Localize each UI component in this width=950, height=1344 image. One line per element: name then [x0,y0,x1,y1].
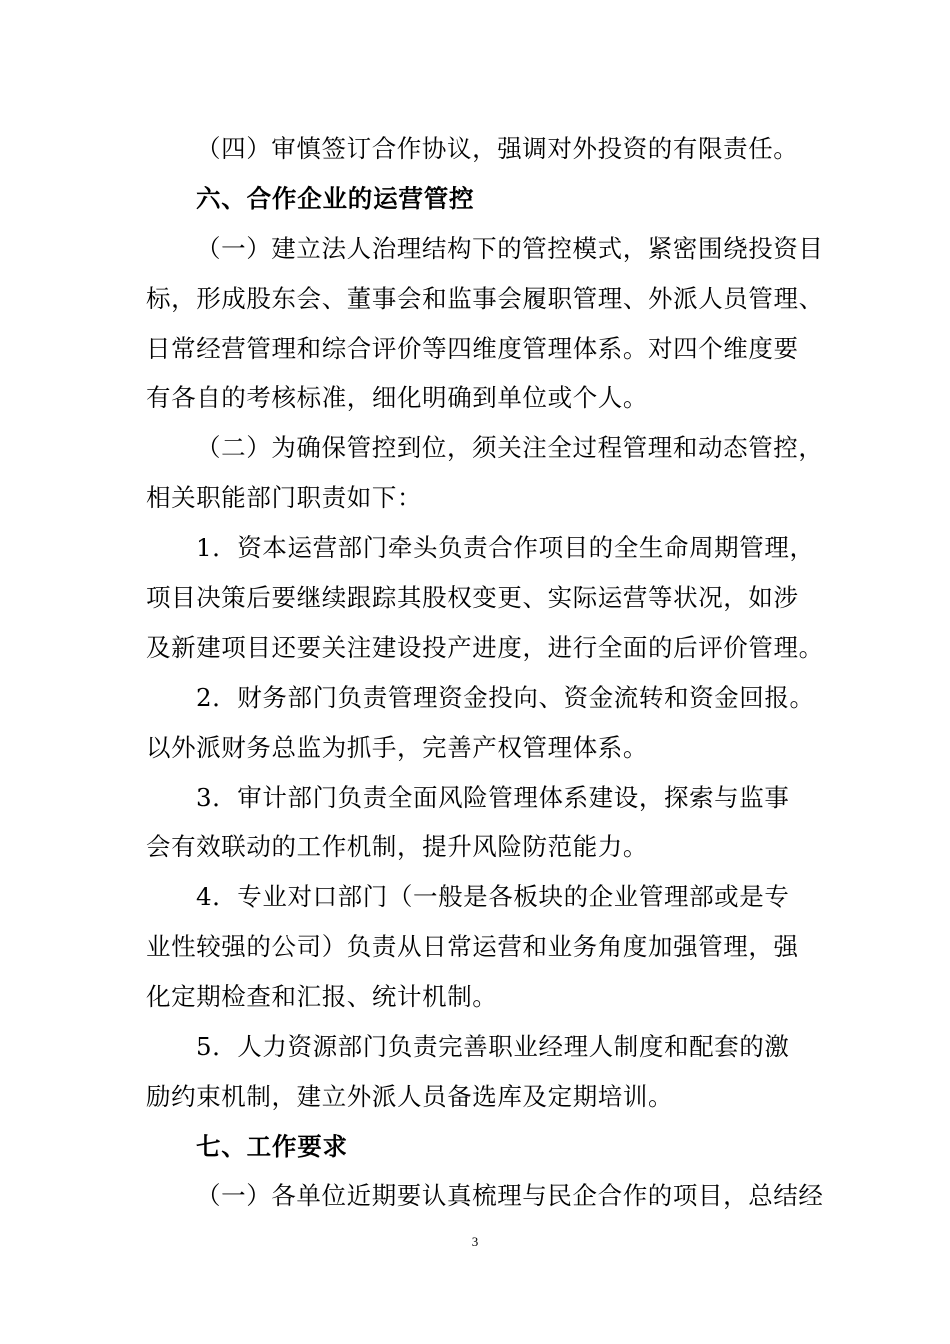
paragraph-line: 有各自的考核标准，细化明确到单位或个人。 [146,383,648,412]
paragraph-line: （二）为确保管控到位，须关注全过程管理和动态管控， [196,433,824,462]
page-number: 3 [471,1234,479,1249]
paragraph-line: 5．人力资源部门负责完善职业经理人制度和配套的激 [196,1032,790,1061]
paragraph-line: 励约束机制，建立外派人员备选库及定期培训。 [146,1082,674,1111]
paragraph-line: 日常经营管理和综合评价等四维度管理体系。对四个维度要 [146,334,799,363]
paragraph-line: （一）建立法人治理结构下的管控模式，紧密围绕投资目 [196,234,824,263]
paragraph-line: 4．专业对口部门（一般是各板块的企业管理部或是专 [196,882,790,911]
paragraph-line: 3．审计部门负责全面风险管理体系建设，探索与监事 [196,783,790,812]
section-heading-7: 七、工作要求 [196,1132,348,1161]
paragraph-line: 标，形成股东会、董事会和监事会履职管理、外派人员管理、 [146,284,824,313]
paragraph-line: 2．财务部门负责管理资金投向、资金流转和资金回报。 [196,683,815,712]
paragraph-line: 会有效联动的工作机制，提升风险防范能力。 [146,832,648,861]
paragraph-line: （一）各单位近期要认真梳理与民企合作的项目，总结经 [196,1181,824,1210]
paragraph-line: 相关职能部门职责如下： [146,483,423,512]
paragraph-line: 项目决策后要继续跟踪其股权变更、实际运营等状况，如涉 [146,583,799,612]
paragraph-line: 及新建项目还要关注建设投产进度，进行全面的后评价管理。 [146,633,824,662]
paragraph-line: 业性较强的公司）负责从日常运营和业务角度加强管理，强 [146,932,799,961]
section-heading-6: 六、合作企业的运营管控 [196,184,475,213]
paragraph-line: 化定期检查和汇报、统计机制。 [146,982,498,1011]
paragraph-line: 以外派财务总监为抓手，完善产权管理体系。 [146,733,648,762]
paragraph-line: （四）审慎签订合作协议，强调对外投资的有限责任。 [196,134,799,163]
paragraph-line: 1．资本运营部门牵头负责合作项目的全生命周期管理， [196,533,815,562]
